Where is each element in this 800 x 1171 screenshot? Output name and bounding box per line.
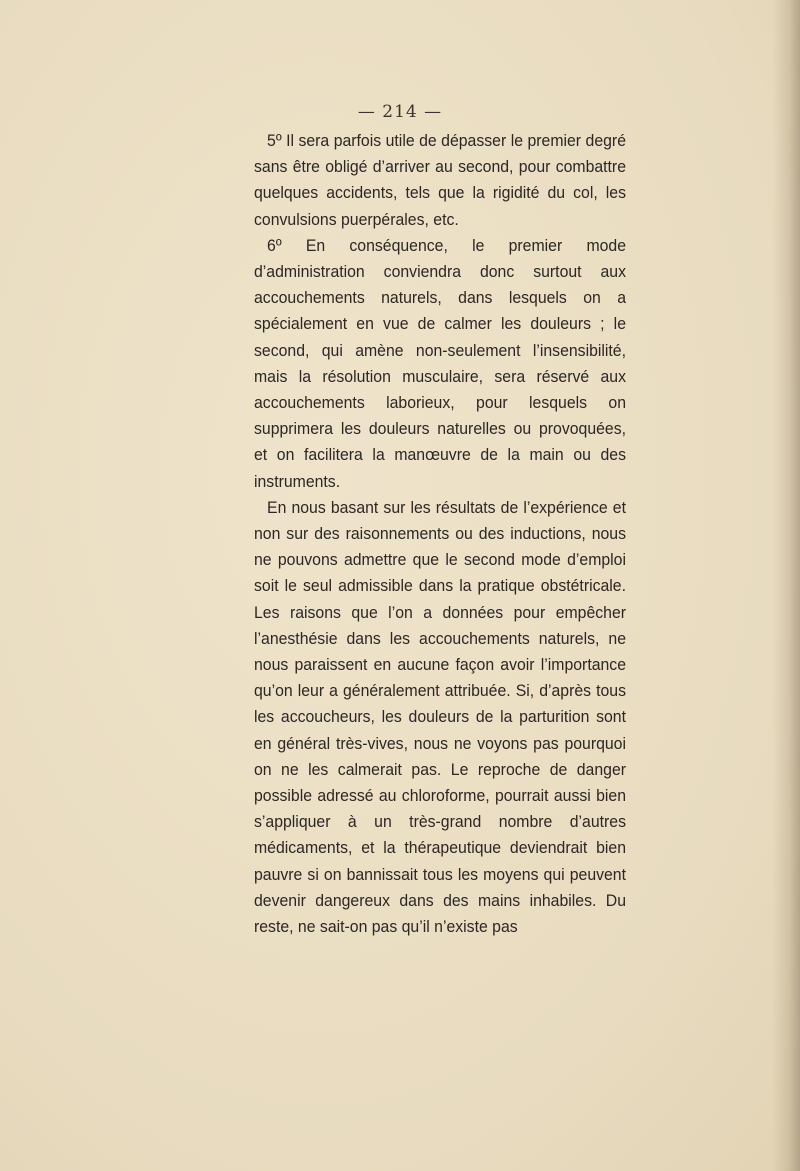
paragraph-3: En nous basant sur les résultats de l’expérience et non sur des raisonnements ou des inductions, nous ne pouvons admettre que le second mode d’emploi soit le seul admissible dans la pratique obstétricale. Les raisons que l’on a données pour empêcher l’anesthésie dans les accouchements naturels, ne nous paraissent en aucune façon avoir l’importance qu’on leur a généralement attribuée. Si, d’après tous les accoucheurs, les douleurs de la parturition sont en général très-vives, nous ne voyons pas pourquoi on ne les calmerait pas. Le reproche de danger possible adressé au chloroforme, pourrait aussi bien s’appliquer à un très-grand nombre d’autres médicaments, et la thérapeutique deviendrait bien pauvre si on bannissait tous les moyens qui peuvent devenir dangereux dans des mains inhabiles. Du reste, ne sait-on pas qu’il n’existe pas bbox=[254, 497, 626, 937]
paragraph-2: 6º En conséquence, le premier mode d’administration conviendra donc surtout aux accouchements naturels, dans lesquels on a spécialement en vue de calmer les douleurs ; le second, qui amène non-seulement l’insensibilité, mais la résolution musculaire, sera réservé aux accouchements laborieux, pour lesquels on supprimera les douleurs naturelles ou provoquées, et on facilitera la manœuvre de la main ou des instruments. bbox=[254, 235, 626, 491]
page-number-header: — 214 — bbox=[357, 102, 443, 122]
paragraph-1: 5º Il sera parfois utile de dépasser le premier degré sans être obligé d’arriver au second, pour combattre quelques accidents, tels que la rigidité du col, les convulsions puerpérales, etc. bbox=[254, 131, 626, 229]
page-edge-shadow bbox=[772, 0, 800, 1171]
body-text bbox=[254, 128, 626, 940]
